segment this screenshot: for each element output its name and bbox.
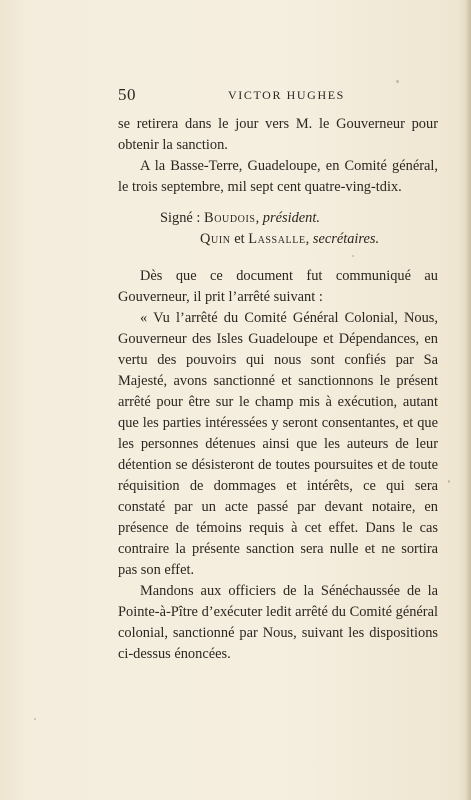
paper-speck xyxy=(352,255,354,257)
paragraph-2: A la Basse-Terre, Guadeloupe, en Comité général, le trois septembre, mil sept cent quatre-ving-tdix. xyxy=(118,158,438,195)
signature-conjunction: et xyxy=(234,231,245,247)
paragraph-5: Mandons aux officiers de la Sénéchaussée de la Pointe-à-Pître d’exécuter ledit arrêté du Comité général colonial, sanctionné par Nous, suivant les dispositions ci-dessus énoncées. xyxy=(118,583,438,662)
signatory-name-2: Quin xyxy=(200,231,231,247)
paper-speck xyxy=(396,80,399,83)
signatory-role-2: secrétaires. xyxy=(312,231,380,247)
paper-speck xyxy=(448,480,450,483)
page-number: 50 xyxy=(118,85,136,104)
running-title: VICTOR HUGHES xyxy=(228,88,345,102)
paper-speck xyxy=(34,718,36,720)
page-header xyxy=(118,85,358,105)
signed-label: Signé : xyxy=(160,210,201,226)
signature-line-1: Signé : Boudois, président. xyxy=(160,210,320,226)
signatory-name-1: Boudois xyxy=(204,210,256,226)
page-body xyxy=(118,114,438,665)
page-edge-shadow xyxy=(465,0,471,800)
signatory-name-3: Lassalle xyxy=(248,231,306,247)
paragraph-3: Dès que ce document fut communiqué au Gouverneur, il prit l’arrêté suivant : xyxy=(118,268,438,305)
signatory-role-1: président. xyxy=(262,210,320,226)
paragraph-1: se retirera dans le jour vers M. le Gouverneur pour obtenir la sanction. xyxy=(118,116,438,153)
paragraph-4: « Vu l’arrêté du Comité Général Colonial, Nous, Gouverneur des Isles Guadeloupe et Dépendances, en vertu des pouvoirs qui nous sont confiés par Sa Majesté, avons sanctionné et sanctionnons le présent arrêté pour être sur le champ mis à exécution, autant que les parties intéressées y seront consentantes, et que les personnes détenues ainsi que les auteurs de leur détention se désisteront de toutes poursuites et de toute réquisition de dommages et intérêts, ce qui sera constaté par un acte passé par devant notaire, en présence de témoins requis à cet effet. Dans le cas contraire la présente sanction sera nulle et ne sortira pas son effet. xyxy=(118,310,438,578)
signature-block xyxy=(118,208,438,250)
signature-line-2: Quin et Lassalle, secrétaires. xyxy=(200,231,380,247)
